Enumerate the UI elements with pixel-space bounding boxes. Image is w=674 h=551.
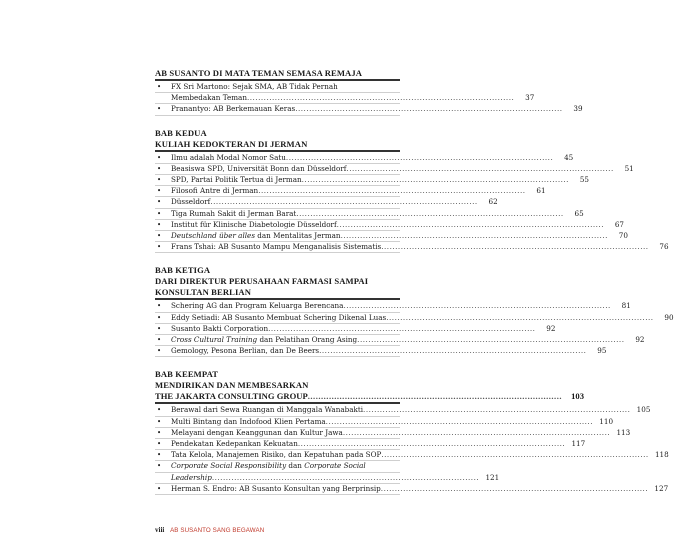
section-rule: [155, 298, 400, 300]
section-heading: KONSULTAN BERLIAN: [155, 287, 252, 298]
toc-entry[interactable]: [155, 405, 651, 416]
leader-dots: ................................................................................................: [301, 175, 569, 185]
leader-dots: ................................................................................................: [297, 439, 566, 449]
entry-title-text: Susanto Bakti Corporation: [171, 323, 269, 333]
entry-page-number: 105: [636, 405, 651, 415]
entry-title-text: Pendekatan Kedepankan Kekuatan: [171, 439, 298, 449]
entry-page-number: 118: [654, 450, 669, 460]
bullet-icon: •: [157, 313, 162, 322]
bullet-icon: •: [157, 417, 162, 426]
toc-entry[interactable]: [155, 312, 674, 324]
leader-dots: ................................................................................................: [357, 335, 625, 345]
leader-dots: ................................................................................................: [346, 163, 614, 173]
entry-title-italic: Corporate Social Responsibility: [171, 461, 287, 471]
bullet-icon: •: [157, 406, 162, 415]
entry-title-text: Multi Bintang dan Indofood Klien Pertama: [171, 416, 326, 426]
entry-title: [171, 461, 400, 471]
section-rule: [155, 79, 400, 81]
toc-section: [155, 369, 669, 495]
section-heading: BAB KETIGA: [155, 265, 211, 276]
toc-entry-continuation[interactable]: [155, 93, 535, 104]
toc-entry[interactable]: [155, 416, 614, 428]
toc-entry[interactable]: [155, 82, 400, 93]
toc-entry[interactable]: [155, 301, 631, 312]
toc-entry[interactable]: [155, 461, 400, 472]
entry-title: [171, 335, 357, 345]
table-of-contents: [155, 68, 674, 507]
entry-page-number: 61: [536, 186, 546, 196]
toc-entry[interactable]: [155, 335, 645, 346]
entry-title-text: SPD, Partai Politik Tertua di Jerman: [171, 175, 302, 185]
entry-page-number: 92: [635, 335, 645, 345]
leader-dots: ................................................................................................: [325, 416, 594, 426]
leader-dots: ................................................................................................: [246, 93, 515, 103]
entry-page-number: 92: [546, 323, 556, 333]
bullet-icon: •: [157, 153, 162, 162]
toc-entry[interactable]: [155, 242, 669, 253]
entry-page-number: 70: [618, 231, 628, 241]
entry-title-italic: Cross Cultural Training: [171, 335, 258, 345]
entry-page-number: 37: [525, 93, 535, 103]
bullet-icon: •: [157, 232, 162, 241]
entry-title-text: Institut für Klinische Diabetologie Düsseldorf: [171, 219, 337, 229]
entry-title-continued: [171, 93, 247, 103]
entry-page-number: 65: [574, 208, 584, 218]
entry-title: [171, 220, 337, 230]
entry-title: [171, 484, 381, 494]
entry-page-number: 67: [614, 219, 624, 229]
toc-entry[interactable]: [155, 175, 589, 186]
section-heading: KULIAH KEDOKTERAN DI JERMAN: [155, 138, 308, 149]
entry-page-number: 127: [654, 483, 669, 493]
entry-page-number: 81: [621, 301, 631, 311]
toc-entry[interactable]: [155, 208, 584, 220]
entry-title-text: dan: [286, 461, 305, 471]
entry-title-text: Filosofi Antre di Jerman: [171, 186, 259, 196]
entry-title: [171, 428, 343, 438]
entry-title-italic: Leadership: [171, 472, 212, 482]
entry-title: [171, 313, 386, 323]
entry-page-number: 117: [571, 439, 586, 449]
section-heading: AB SUSANTO DI MATA TEMAN SEMASA REMAJA: [155, 68, 363, 78]
bullet-icon: •: [157, 347, 162, 356]
bullet-icon: •: [157, 164, 162, 173]
leader-dots: ................................................................................................: [380, 483, 649, 493]
entry-title: [171, 186, 258, 196]
bullet-icon: •: [157, 83, 162, 91]
entry-title-text: Tiga Rumah Sakit di Jerman Barat: [171, 208, 297, 218]
entry-title: [171, 405, 363, 415]
entry-page-number: 90: [664, 312, 674, 322]
toc-entry[interactable]: [155, 323, 556, 335]
entry-page-number: 110: [599, 416, 614, 426]
section-heading: BAB KEDUA: [155, 127, 207, 138]
entry-title: [171, 197, 210, 207]
leader-dots: ................................................................................................: [307, 391, 562, 402]
leader-dots: ................................................................................................: [381, 450, 649, 460]
toc-entry-continuation[interactable]: [155, 472, 500, 484]
bullet-icon: •: [157, 324, 162, 333]
toc-entry[interactable]: [155, 346, 607, 357]
entry-title-text: Melayani dengan Keanggunan dan Kultur Jawa: [171, 427, 343, 437]
toc-entry[interactable]: [155, 450, 669, 461]
entry-title: [171, 242, 381, 252]
leader-dots: ................................................................................................: [211, 472, 480, 482]
entry-title-text: Frans Tshai: AB Susanto Mampu Menganalisis Sistematis: [171, 242, 382, 252]
book-title-footer: AB SUSANTO SANG BEGAWAN: [170, 527, 265, 534]
toc-entry[interactable]: [155, 427, 631, 439]
entry-page-number: 55: [579, 175, 589, 185]
leader-dots: ................................................................................................: [381, 242, 649, 252]
entry-title-text: Düsseldorf: [171, 197, 211, 207]
bullet-icon: •: [157, 243, 162, 252]
section-rule: [155, 150, 400, 152]
entry-title: [171, 209, 296, 219]
bullet-icon: •: [157, 484, 162, 493]
leader-dots: ................................................................................................: [285, 152, 554, 162]
entry-title-text: Membedakan Teman: [171, 93, 247, 103]
entry-title: THE JAKARTA CONSULTING GROUP: [155, 391, 308, 402]
toc-entry[interactable]: [155, 483, 669, 495]
entry-title-text: Herman S. Endro: AB Susanto Konsultan yang Berprinsip: [171, 483, 381, 493]
entry-title: [171, 346, 319, 356]
leader-dots: ................................................................................................: [295, 104, 563, 114]
bullet-icon: •: [157, 220, 162, 229]
toc-entry[interactable]: [155, 104, 583, 115]
toc-section: [155, 127, 669, 254]
entry-title-text: Beasiswa SPD, Universität Bonn dan Düsseldorf: [171, 163, 347, 173]
toc-entry[interactable]: [155, 231, 628, 242]
entry-title: [171, 417, 326, 427]
leader-dots: ................................................................................................: [363, 405, 631, 415]
leader-dots: ................................................................................................: [343, 301, 611, 311]
entry-title-text: Berawal dari Sewa Ruangan di Manggala Wanabakti: [171, 405, 364, 415]
entry-title-italic: Deutschland über alles: [171, 231, 256, 241]
entry-title-text: Pranantyo: AB Berkemauan Keras: [171, 104, 296, 114]
entry-title-continued: [171, 473, 212, 483]
leader-dots: ................................................................................................: [336, 219, 604, 229]
entry-title: [171, 153, 286, 163]
section-heading: BAB KEEMPAT: [155, 369, 219, 380]
entry-title-text: FX Sri Martono: Sejak SMA, AB Tidak Pernah: [171, 82, 338, 91]
entry-title-text: dan Pelatihan Orang Asing: [257, 335, 358, 345]
toc-entry[interactable]: [155, 152, 574, 164]
leader-dots: ................................................................................................: [342, 427, 611, 437]
entry-page-number: 103: [571, 391, 584, 402]
entry-page-number: 39: [573, 104, 583, 114]
section-heading: MENDIRIKAN DAN MEMBESARKAN: [155, 380, 309, 391]
toc-entry[interactable]: [155, 219, 624, 231]
entry-title: [171, 175, 302, 185]
entry-title-text: Schering AG dan Program Keluarga Berencana: [171, 301, 344, 311]
toc-entry[interactable]: [155, 163, 634, 175]
entry-title-text: Eddy Setiadi: AB Susanto Membuat Schering Dikenal Luas: [171, 312, 387, 322]
entry-title: [171, 450, 381, 460]
entry-page-number: 121: [485, 472, 500, 482]
toc-section: [155, 265, 674, 357]
bullet-icon: •: [157, 440, 162, 449]
entry-page-number: 113: [616, 427, 631, 437]
entry-title: [171, 164, 346, 174]
bullet-icon: •: [157, 428, 162, 437]
entry-title: [171, 82, 400, 92]
leader-dots: ................................................................................................: [268, 323, 536, 333]
leader-dots: ................................................................................................: [296, 208, 564, 218]
toc-entry[interactable]: [155, 186, 546, 197]
bullet-icon: •: [157, 105, 162, 114]
entry-title: [171, 104, 295, 114]
leader-dots: ................................................................................................: [319, 346, 587, 356]
entry-title: [171, 301, 343, 311]
bullet-icon: •: [157, 462, 162, 471]
leader-dots: ................................................................................................: [386, 312, 654, 322]
entry-page-number: 45: [564, 152, 574, 162]
section-rule: [155, 402, 400, 404]
page-number-roman: viii: [155, 526, 165, 534]
entry-page-number: 51: [624, 163, 634, 173]
bullet-icon: •: [157, 451, 162, 460]
entry-title: [171, 231, 341, 241]
page-footer: [155, 526, 264, 534]
entry-title: [171, 324, 268, 334]
bullet-icon: •: [157, 187, 162, 196]
entry-title-text: Gemology, Pesona Berlian, dan De Beers: [171, 346, 320, 356]
entry-page-number: 62: [488, 197, 498, 207]
bullet-icon: •: [157, 176, 162, 185]
toc-entry[interactable]: [155, 439, 586, 450]
section-heading: DARI DIREKTUR PERUSAHAAN FARMASI SAMPAI: [155, 276, 369, 287]
bullet-icon: •: [157, 302, 162, 311]
bullet-icon: •: [157, 336, 162, 345]
entry-title-text: Tata Kelola, Manajemen Risiko, dan Kepatuhan pada SOP: [171, 450, 382, 460]
toc-entry-chapter[interactable]: [155, 391, 584, 402]
bullet-icon: •: [157, 209, 162, 218]
leader-dots: ................................................................................................: [210, 197, 478, 207]
entry-title-text: dan Mentalitas Jerman: [255, 231, 341, 241]
toc-entry[interactable]: [155, 197, 498, 208]
entry-page-number: 95: [597, 346, 607, 356]
entry-title-italic: Corporate Social: [304, 461, 366, 471]
entry-title: [171, 439, 298, 449]
bullet-icon: •: [157, 198, 162, 207]
toc-section: [155, 68, 583, 116]
entry-title-text: Ilmu adalah Modal Nomor Satu: [171, 152, 286, 162]
leader-dots: ................................................................................................: [258, 186, 526, 196]
leader-dots: ................................................................................................: [340, 231, 608, 241]
entry-page-number: 76: [659, 242, 669, 252]
